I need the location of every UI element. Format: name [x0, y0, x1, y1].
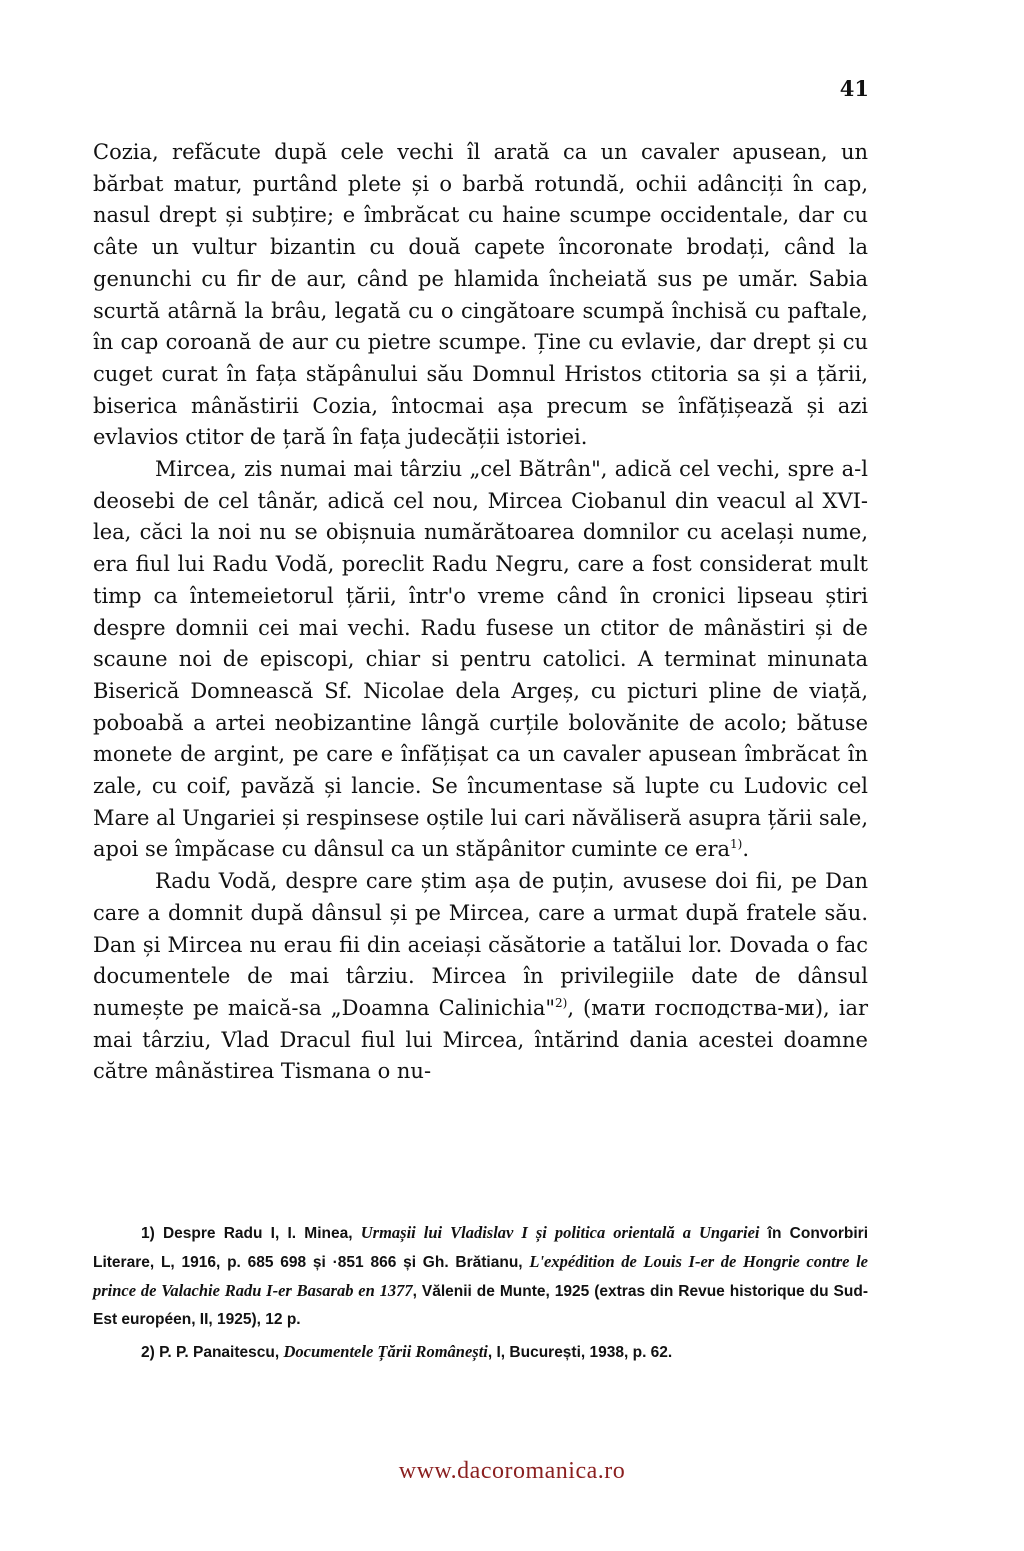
watermark: www.dacoromanica.ro [398, 1458, 626, 1484]
footnote-1-text-c: , Vălenii de Munte, 1925 (extras din Revue historique du Sud-Est européen, II, 1925), 12 p. [93, 1283, 868, 1328]
footnote-ref-1: 1) [730, 837, 743, 852]
paragraph-1: Cozia, refăcute după cele vechi îl arată ca un cavaler apusean, un bărbat matur, purtând plete și o barbă rotundă, ochii adânciți în cap, nasul drept și subțire; e îmbrăcat cu haine scumpe occidentale, dar cu câte un vultur bizantin cu două capete încoronate brodați, când la genunchi cu fir de aur, când pe hlamida încheiată sus pe umăr. Sabia scurtă atârnă la brâu, legată cu o cingătoare scumpă închisă cu paftale, în cap coroană de aur cu pietre scumpe. Ține cu evlavie, dar drept și cu cuget curat în fața stăpânului său Domnul Hristos ctitoria sa și a țării, biserica mânăstirii Cozia, întocmai așa precum se înfățișează și azi evlavios ctitor de țară în fața judecății istoriei. [93, 140, 868, 450]
footnote-1-title-2: L'expédition de Louis I-er de Hongrie contre le prince de Valachie Radu I-er Basarab en 1377 [93, 1252, 868, 1300]
page-number: 41 [839, 76, 869, 101]
footnote-2-text-b: , I, București, 1938, p. 62. [487, 1344, 673, 1361]
footnote-1-text-b: în Convorbiri Literare, L, 1916, p. 685 698 și ·851 866 și Gh. Brătianu, [93, 1225, 869, 1271]
body-text [93, 137, 868, 1088]
paragraph-2 [93, 454, 868, 866]
footnote-2-title: Documentele Țării Românești [283, 1342, 488, 1361]
paragraph-2-text: Mircea, zis numai mai târziu „cel Bătrân", adică cel vechi, spre a-l deosebi de cel tânăr, adică cel nou, Mircea Ciobanul din veacul al XVI-lea, căci la noi nu se obișnuia numărătoarea domnilor cu același nume, era fiul lui Radu Vodă, poreclit Radu Negru, care a fost considerat mult timp ca întemeietorul țării, într'o vreme când în cronici lipseau știri despre domnii cei mai vechi. Radu fusese un ctitor de mânăstiri și de scaune noi de episcopi, chiar si pentru catolici. A terminat minunata Biserică Domnească Sf. Nicolae dela Argeș, cu picturi pline de viață, poboabă a artei neobizantine lângă curțile bolovănite de acolo; bătuse monete de argint, pe care e înfățișat ca un cavaler apusean îmbrăcat în zale, cu coif, pavăză și lancie. Se încumentase să lupte cu Ludovic cel Mare al Ungariei și respinsese oștile lui cari năvăliseră asupra țării sale, apoi se împăcase cu dânsul ca un stăpânitor cuminte ce era [93, 457, 868, 862]
footnote-2-text-a: 2) P. P. Panaitescu, [141, 1344, 284, 1361]
footnote-1-title-1: Urmașii lui Vladislav I și politica orientală a Ungariei [360, 1223, 760, 1242]
footnote-2 [93, 1338, 868, 1367]
footnote-1 [93, 1219, 868, 1334]
paragraph-3-text-b: , (мати господства-ми), iar mai târziu, Vlad Dracul fiul lui Mircea, întărind dania acestei doamne către mânăstirea Tismana o nu- [93, 995, 868, 1084]
footnotes [93, 1219, 868, 1367]
footnote-ref-2: 2) [555, 995, 568, 1010]
paragraph-3 [93, 866, 868, 1088]
footnote-1-text-a: 1) Despre Radu I, I. Minea, [141, 1225, 361, 1242]
paragraph-2-end: . [742, 837, 750, 862]
paragraph-3-text-a: Radu Vodă, despre care știm așa de puțin, avusese doi fii, pe Dan care a domnit după dânsul și pe Mircea, care a urmat după fratele său. Dan și Mircea nu erau fii din aceiași căsătorie a tatălui lor. Dovada o fac documentele de mai târziu. Mircea în privilegiile date de dânsul numește pe maică-sa „Doamna Calinichia" [93, 869, 868, 1020]
